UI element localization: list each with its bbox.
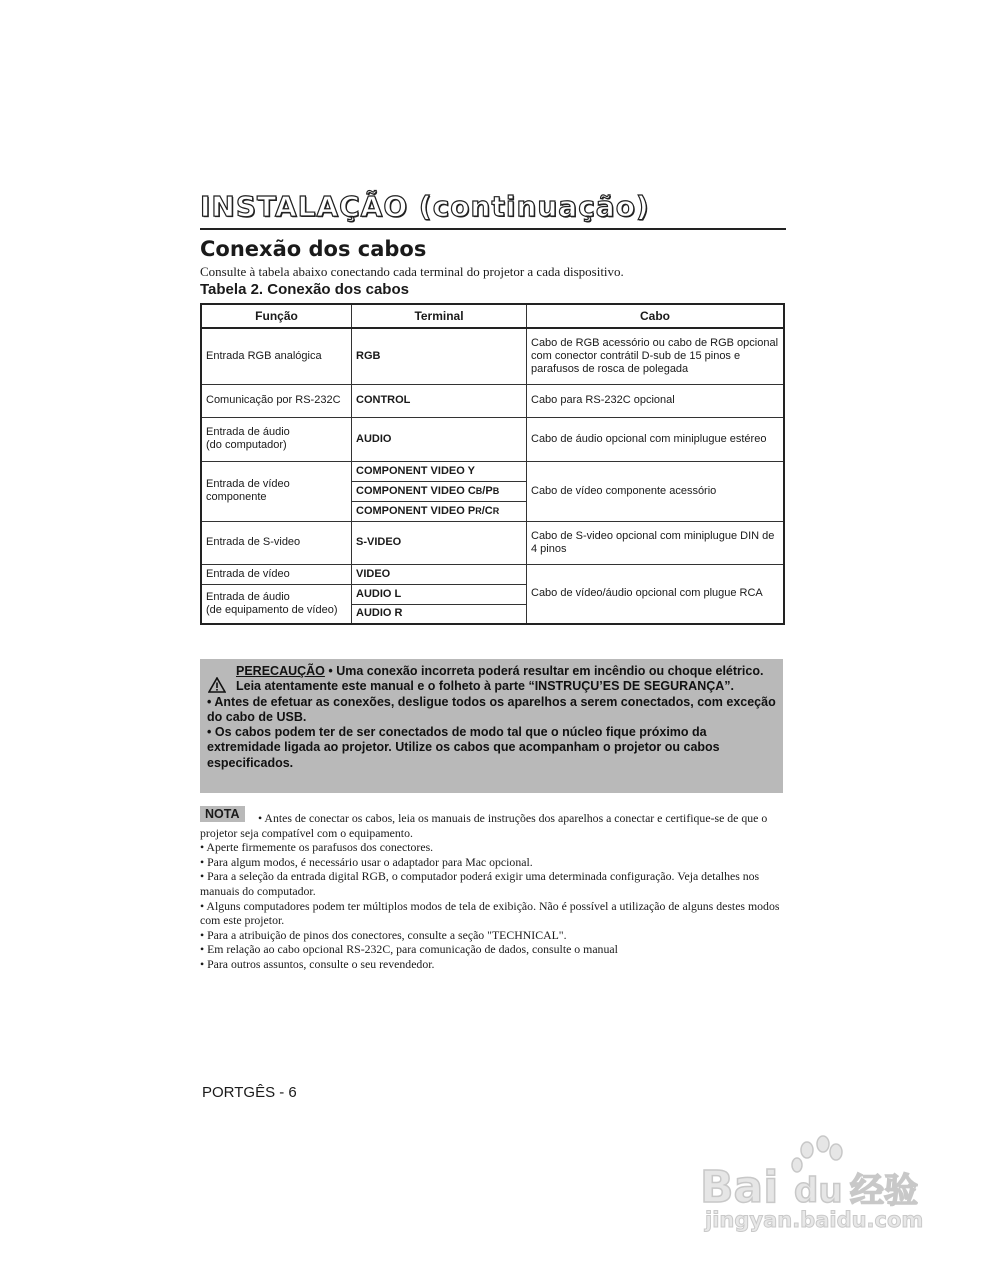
watermark-brand-cn: 经验 <box>850 1171 918 1211</box>
header-terminal: Terminal <box>352 304 527 328</box>
page-number: PORTGÊS - 6 <box>202 1084 297 1101</box>
cell-cable: Cabo de vídeo componente acessório <box>527 461 785 521</box>
note-item: • Alguns computadores podem ter múltiplos modos de tela de exibição. Não é possível a utilização de alguns destes modos com este projetor. <box>200 898 780 928</box>
function-line: Entrada de áudio <box>206 426 290 438</box>
warning-icon <box>208 677 226 693</box>
cell-function <box>201 461 352 521</box>
note-badge: NOTA <box>200 806 245 822</box>
terminal-text: /C <box>481 504 493 517</box>
cell-function: Entrada de S-video <box>201 521 352 564</box>
cell-terminal <box>352 501 527 521</box>
table-row <box>201 521 784 564</box>
function-line: Entrada de áudio <box>206 590 290 603</box>
note-item: • Aperte firmemente os parafusos dos conectores. <box>200 840 434 855</box>
table-row <box>201 564 784 584</box>
cell-terminal: AUDIO L <box>352 584 527 604</box>
terminal-subscript: R <box>492 505 500 516</box>
cell-cable: Cabo para RS-232C opcional <box>527 384 785 417</box>
caution-box <box>200 659 783 793</box>
terminal-text: COMPONENT VIDEO P <box>356 504 476 517</box>
baidu-watermark-logo <box>700 1130 940 1220</box>
caution-paragraph: • Antes de efetuar as conexões, desligue todos os aparelhos a serem conectados, com exceção do cabo de USB. <box>207 694 776 724</box>
terminal-subscript: B <box>492 485 500 496</box>
note-list <box>200 811 780 972</box>
function-line: (do computador) <box>206 439 287 451</box>
cell-terminal: COMPONENT VIDEO Y <box>352 461 527 481</box>
caution-paragraph <box>207 664 777 695</box>
terminal-text: /P <box>482 484 493 497</box>
table-row <box>201 384 784 417</box>
note-item: • Antes de conectar os cabos, leia os manuais de instruções dos aparelhos a conectar e certifique-se de que o projetor seja compatível com o equipamento. <box>200 811 768 840</box>
watermark-brand-latin: Bai <box>700 1162 779 1213</box>
cell-terminal: CONTROL <box>352 384 527 417</box>
table-title: Tabela 2. Conexão dos cabos <box>200 281 409 298</box>
note-item: • Para outros assuntos, consulte o seu revendedor. <box>200 956 435 971</box>
cell-function: Comunicação por RS-232C <box>201 384 352 417</box>
cell-function: Entrada RGB analógica <box>201 328 352 384</box>
caution-label: PERECAUÇÃO <box>236 664 325 678</box>
note-item: • Em relação ao cabo opcional RS-232C, para comunicação de dados, consulte o manual <box>200 942 618 957</box>
cell-function: Entrada de vídeo <box>201 564 352 584</box>
cell-terminal: AUDIO <box>352 417 527 461</box>
cell-cable: Cabo de áudio opcional com miniplugue estéreo <box>527 417 785 461</box>
table-row <box>201 328 784 384</box>
cable-connection-table <box>200 303 785 625</box>
table-row <box>201 417 784 461</box>
function-line: componente <box>206 491 267 503</box>
terminal-subscript: R <box>475 505 482 516</box>
function-line: Entrada de vídeo <box>206 478 290 490</box>
note-item: • Para a seleção da entrada digital RGB, o computador poderá exigir uma determinada configuração. Veja detalhes nos manuais do computador. <box>200 869 760 898</box>
header-cable: Cabo <box>527 304 785 328</box>
title-divider <box>200 228 786 230</box>
cell-cable: Cabo de RGB acessório ou cabo de RGB opcional com conector contrátil D-sub de 15 pinos e parafusos de rosca de polegada <box>527 328 785 384</box>
cell-cable: Cabo de S-video opcional com miniplugue DIN de 4 pinos <box>527 521 785 564</box>
cell-terminal: AUDIO R <box>352 604 527 624</box>
intro-text: Consulte à tabela abaixo conectando cada terminal do projetor a cada dispositivo. <box>200 264 624 279</box>
table-row <box>201 461 784 481</box>
caution-text: • Uma conexão incorreta poderá resultar em incêndio ou choque elétrico. Leia atentamente este manual e o folheto à parte “INSTRUÇU’ES DE SEGURANÇA”. <box>236 664 764 694</box>
note-item: • Para a atribuição de pinos dos conectores, consulte a seção "TECHNICAL". <box>200 927 567 942</box>
function-line: (de equipamento de vídeo) <box>206 603 338 616</box>
table-header-row <box>201 304 784 328</box>
cell-cable: Cabo de vídeo/áudio opcional com plugue RCA <box>527 564 785 624</box>
cell-terminal <box>352 481 527 501</box>
watermark-brand-du: du <box>794 1171 843 1211</box>
section-title: Conexão dos cabos <box>200 237 427 261</box>
caution-paragraph: • Os cabos podem ter de ser conectados de modo tal que o núcleo fique próximo da extremidade ligada ao projetor. Utilize os cabos que acompanham o projetor ou cabos especificados. <box>207 725 720 770</box>
cell-terminal: VIDEO <box>352 564 527 584</box>
header-function: Função <box>201 304 352 328</box>
cell-function <box>201 584 352 624</box>
cell-terminal: RGB <box>352 328 527 384</box>
note-item: • Para algum modos, é necessário usar o adaptador para Mac opcional. <box>200 854 533 869</box>
watermark-url: jingyan.baidu.com <box>705 1208 924 1232</box>
cell-terminal: S-VIDEO <box>352 521 527 564</box>
terminal-subscript: B <box>475 485 483 496</box>
terminal-text: COMPONENT VIDEO C <box>356 484 476 497</box>
page-title: INSTALAÇÃO (continuação) <box>200 190 650 223</box>
cell-function <box>201 417 352 461</box>
